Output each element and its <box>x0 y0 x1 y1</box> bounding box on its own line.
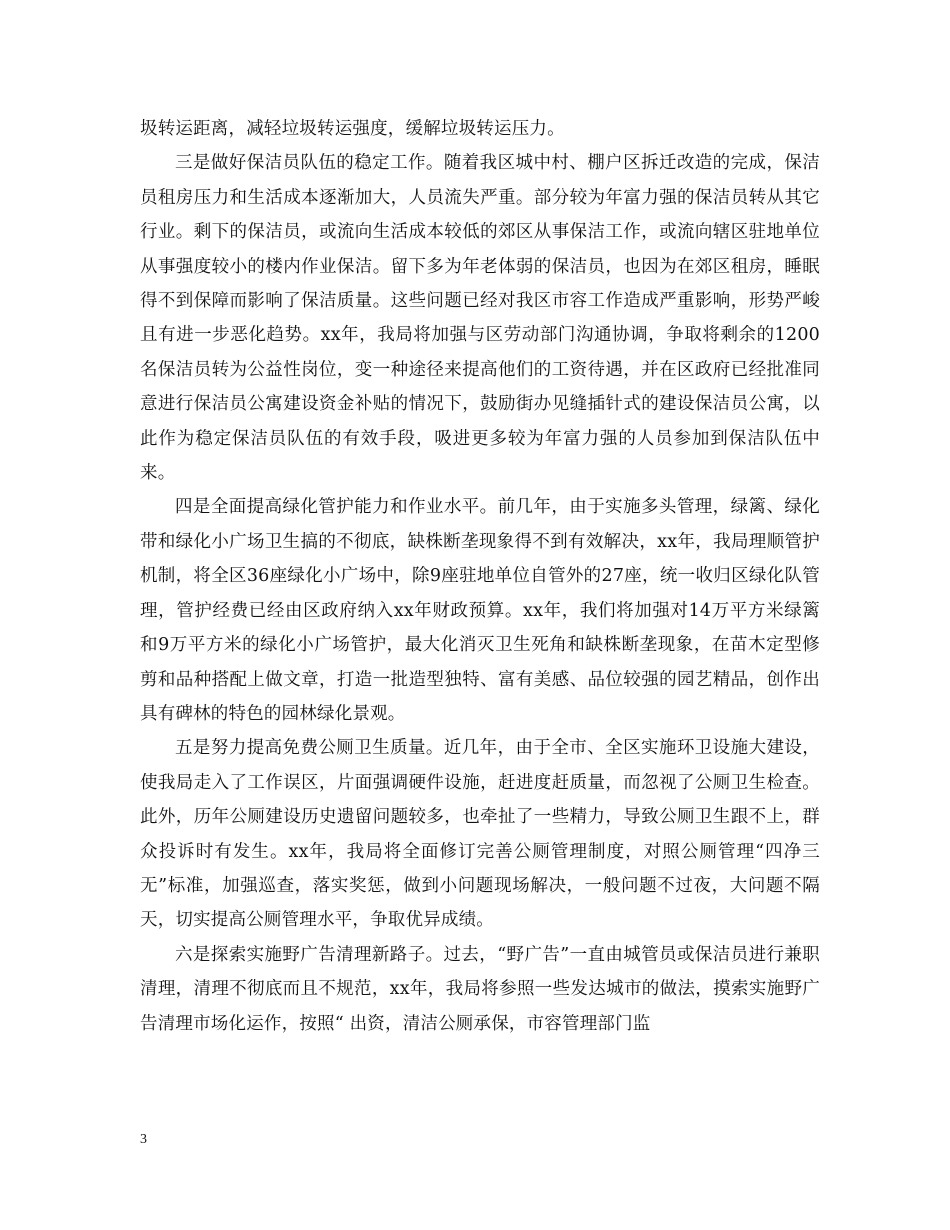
paragraph-3: 四是全面提高绿化管护能力和作业水平。前几年，由于实施多头管理，绿篱、绿化带和绿化小广场卫生搞的不彻底，缺株断垄现象得不到有效解决，xx年，我局理顺管护机制，将全区36座绿化小广场中，除9座驻地单位自管外的27座，统一收归区绿化队管理，管护经费已经由区政府纳入xx年财政预算。xx年，我们将加强对14万平方米绿篱和9万平方米的绿化小广场管护，最大化消灭卫生死角和缺株断垄现象，在苗木定型修剪和品种搭配上做文章，打造一批造型独特、富有美感、品位较强的园艺精品，创作出具有碑林的特色的园林绿化景观。 <box>140 497 820 724</box>
paragraph-1: 圾转运距离，减轻垃圾转运强度，缓解垃圾转运压力。 <box>140 119 565 139</box>
paragraph-4: 五是努力提高免费公厕卫生质量。近几年，由于全市、全区实施环卫设施大建设，使我局走入了工作误区，片面强调硬件设施，赶进度赶质量，而忽视了公厕卫生检查。此外，历年公厕建设历史遗留问题较多，也牵扯了一些精力，导致公厕卫生跟不上，群众投诉时有发生。xx年，我局将全面修订完善公厕管理制度，对照公厕管理“四净三无”标准，加强巡查，落实奖惩，做到小问题现场解决，一般问题不过夜，大问题不隔天，切实提高公厕管理水平，争取优异成绩。 <box>140 738 820 931</box>
document-page <box>140 112 820 1041</box>
paragraph-2: 三是做好保洁员队伍的稳定工作。随着我区城中村、棚户区拆迁改造的完成，保洁员租房压力和生活成本逐渐加大，人员流失严重。部分较为年富力强的保洁员转从其它行业。剩下的保洁员，或流向生活成本较低的郊区从事保洁工作，或流向辖区驻地单位从事强度较小的楼内作业保洁。留下多为年老体弱的保洁员，也因为在郊区租房，睡眠得不到保障而影响了保洁质量。这些问题已经对我区市容工作造成严重影响，形势严峻且有进一步恶化趋势。xx年，我局将加强与区劳动部门沟通协调，争取将剩余的1200名保洁员转为公益性岗位，变一种途径来提高他们的工资待遇，并在区政府已经批准同意进行保洁员公寓建设资金补贴的情况下，鼓励街办见缝插针式的建设保洁员公寓，以此作为稳定保洁员队伍的有效手段，吸进更多较为年富力强的人员参加到保洁队伍中来。 <box>140 153 820 484</box>
page-number: 3 <box>140 1132 147 1147</box>
paragraph-5: 六是探索实施野广告清理新路子。过去，“野广告”一直由城管员或保洁员进行兼职清理，清理不彻底而且不规范，xx年，我局将参照一些发达城市的做法，摸索实施野广告清理市场化运作，按照“ 出资，清洁公厕承保，市容管理部门监 <box>140 944 820 1034</box>
